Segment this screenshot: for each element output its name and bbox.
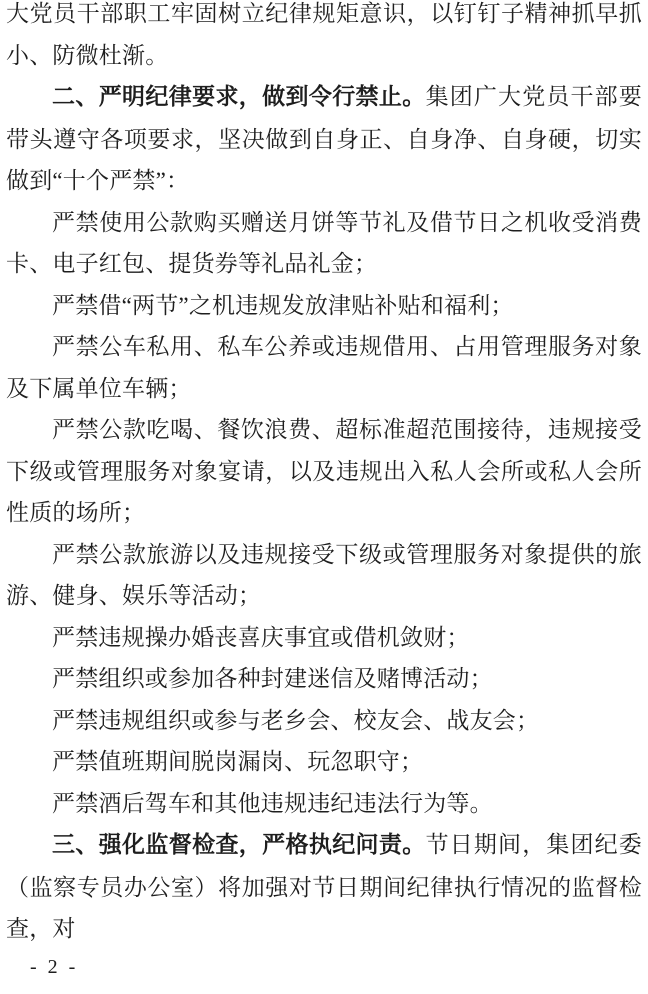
prohibition-item-9: 严禁值班期间脱岗漏岗、玩忽职守； (52, 749, 424, 774)
prohibition-item-3: 严禁公车私用、私车公养或违规借用、占用管理服务对象及下属单位车辆； (6, 334, 642, 401)
paragraph-continuation: 大党员干部职工牢固树立纪律规矩意识，以钉钉子精神抓早抓小、防微杜渐。 (6, 1, 642, 68)
prohibition-item-6: 严禁违规操办婚丧喜庆事宜或借机敛财； (52, 624, 470, 650)
prohibition-item-1: 严禁使用公款购买赠送月饼等节礼及借节日之机收受消费卡、电子红包、提货券等礼品礼金； (6, 209, 642, 276)
section-2-text: 集团广大党员干部要带头遵守各项要求，坚决做到自身正、自身净、自身硬，切实做到“十个严禁”： (6, 84, 642, 193)
prohibition-item-10: 严禁酒后驾车和其他违规违纪违法行为等。 (52, 790, 493, 816)
prohibition-item-5: 严禁公款旅游以及违规接受下级或管理服务对象提供的旅游、健身、娱乐等活动； (6, 541, 642, 608)
section-3-text: 节日期间，集团纪委（监察专员办公室）将加强对节日期间纪律执行情况的监督检查，对 (6, 832, 642, 941)
prohibition-item-7: 严禁组织或参加各种封建迷信及赌博活动； (52, 666, 493, 691)
prohibition-item-8: 严禁违规组织或参与老乡会、校友会、战友会； (52, 707, 540, 733)
section-2-heading: 二、严明纪律要求，做到令行禁止。 (52, 84, 426, 110)
prohibition-item-4: 严禁公款吃喝、餐饮浪费、超标准超范围接待，违规接受下级或管理服务对象宴请，以及违规出入私人会所或私人会所性质的场所； (6, 417, 642, 525)
section-3-paragraph (6, 824, 642, 950)
section-2-paragraph (6, 76, 642, 202)
section-3-heading: 三、强化监督检查，严格执纪问责。 (52, 832, 426, 858)
prohibition-item-2: 严禁借“两节”之机违规发放津贴补贴和福利； (52, 292, 514, 318)
document-body (6, 0, 642, 950)
page-number: - 2 - (30, 956, 79, 978)
